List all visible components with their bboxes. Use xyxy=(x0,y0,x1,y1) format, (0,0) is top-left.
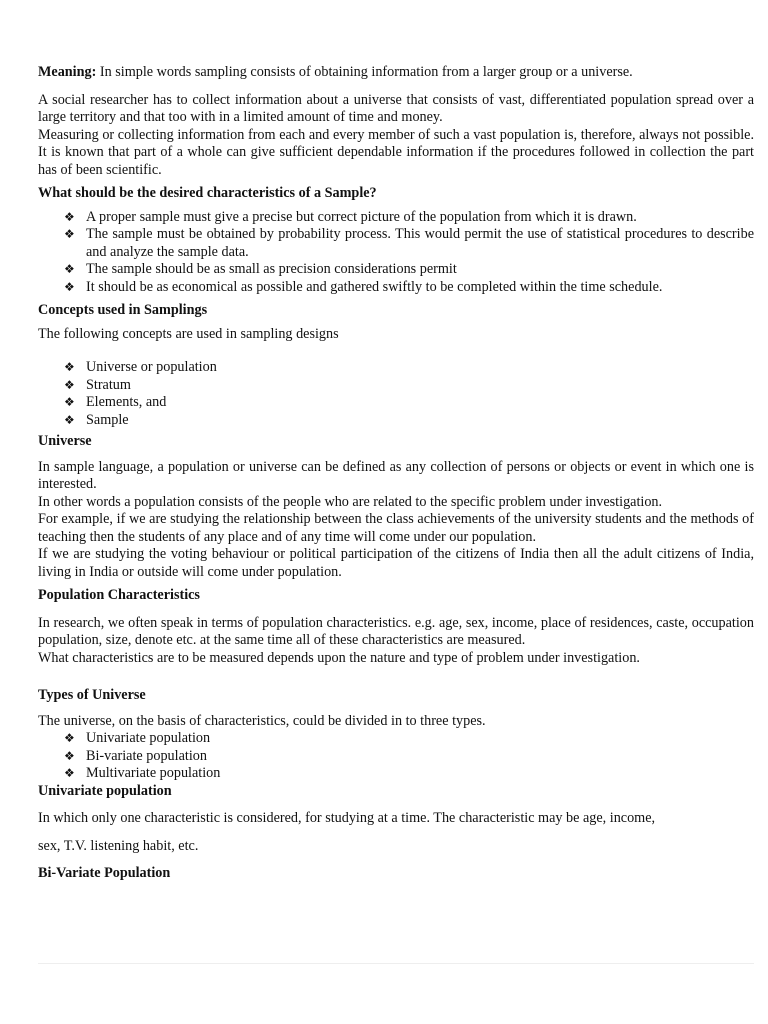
list-item: ❖ It should be as economical as possible and gathered swiftly to be completed within the time schedule. xyxy=(64,278,663,295)
desired-characteristics-heading: What should be the desired characteristics of a Sample? xyxy=(38,185,377,201)
univariate-heading: Univariate population xyxy=(38,782,172,799)
list-item: ❖ Bi-variate population xyxy=(64,747,207,764)
concepts-heading: Concepts used in Samplings xyxy=(38,302,208,318)
concepts-list xyxy=(38,359,754,429)
list-item: ❖ Universe or population xyxy=(64,359,217,375)
meaning-label: Meaning: xyxy=(38,64,97,80)
univariate-paragraph-1: In which only one characteristic is considered, for studying at a time. The characteristic may be age, income, xyxy=(38,810,656,826)
bullet-icon: ❖ xyxy=(64,766,75,780)
bullet-icon: ❖ xyxy=(64,227,75,241)
list-item: ❖ Stratum xyxy=(64,376,131,393)
bullet-icon: ❖ xyxy=(64,377,75,392)
page-divider xyxy=(38,963,754,964)
universe-paragraph-2: In other words a population consists of the people who are related to the specific problem under investigation. xyxy=(38,493,663,510)
bullet-icon: ❖ xyxy=(64,412,75,427)
concepts-intro: The following concepts are used in sampling designs xyxy=(38,325,339,342)
universe-paragraph-1: In sample language, a population or universe can be defined as any collection of persons or objects or event in which one is interested. xyxy=(38,458,754,492)
universe-paragraph-3: For example, if we are studying the relationship between the class achievements of the university students and the methods of teaching then the students of any place and of any time will come under our population. xyxy=(38,511,754,545)
list-item: ❖ The sample must be obtained by probability process. This would permit the use of statistical procedures to describe and analyze the sample data. xyxy=(64,226,754,260)
types-of-universe-heading: Types of Universe xyxy=(38,687,146,703)
list-item: ❖ Univariate population xyxy=(64,730,211,746)
bivariate-heading: Bi-Variate Population xyxy=(38,865,171,881)
population-characteristics-paragraph-2: What characteristics are to be measured depends upon the nature and type of problem under investigation. xyxy=(38,649,640,666)
universe-paragraph-4: If we are studying the voting behaviour or political participation of the citizens of India then all the adult citizens of India, living in India or outside will come under population. xyxy=(38,546,754,580)
meaning-text: In simple words sampling consists of obtaining information from a larger group or a universe. xyxy=(96,64,633,80)
bullet-icon: ❖ xyxy=(64,395,75,409)
bullet-icon: ❖ xyxy=(64,262,75,276)
bullet-icon: ❖ xyxy=(64,731,75,745)
bullet-icon: ❖ xyxy=(64,360,75,374)
desired-characteristics-list xyxy=(38,209,754,297)
bullet-icon: ❖ xyxy=(64,748,75,763)
list-item: ❖ A proper sample must give a precise but correct picture of the population from which it is drawn. xyxy=(64,208,637,225)
list-item: ❖ Multivariate population xyxy=(64,765,221,781)
types-of-universe-intro: The universe, on the basis of characteristics, could be divided in to three types. xyxy=(38,712,486,729)
types-of-universe-list xyxy=(38,730,754,783)
univariate-paragraph-2: sex, T.V. listening habit, etc. xyxy=(38,837,199,854)
bullet-icon: ❖ xyxy=(64,279,75,294)
universe-heading: Universe xyxy=(38,433,92,449)
meaning-paragraph xyxy=(38,64,754,82)
intro-paragraph-1: A social researcher has to collect information about a universe that consists of vast, differentiated population spread over a large territory and that too with in a limited amount of time and money. xyxy=(38,91,754,125)
document-page xyxy=(38,64,754,883)
population-characteristics-heading: Population Characteristics xyxy=(38,587,200,603)
bullet-icon: ❖ xyxy=(64,209,75,224)
intro-paragraph-2: Measuring or collecting information from each and every member of such a vast population is, therefore, always not possible. It is known that part of a whole can give sufficient dependable information if the procedures followed in collection the part has of been scientific. xyxy=(38,126,754,178)
list-item: ❖ Elements, and xyxy=(64,394,167,410)
population-characteristics-paragraph-1: In research, we often speak in terms of population characteristics. e.g. age, sex, income, place of residences, caste, occupation population, size, denote etc. at the same time all of these characteristics are measured. xyxy=(38,614,754,648)
list-item: ❖ Sample xyxy=(64,411,129,428)
list-item: ❖ The sample should be as small as precision considerations permit xyxy=(64,261,457,277)
